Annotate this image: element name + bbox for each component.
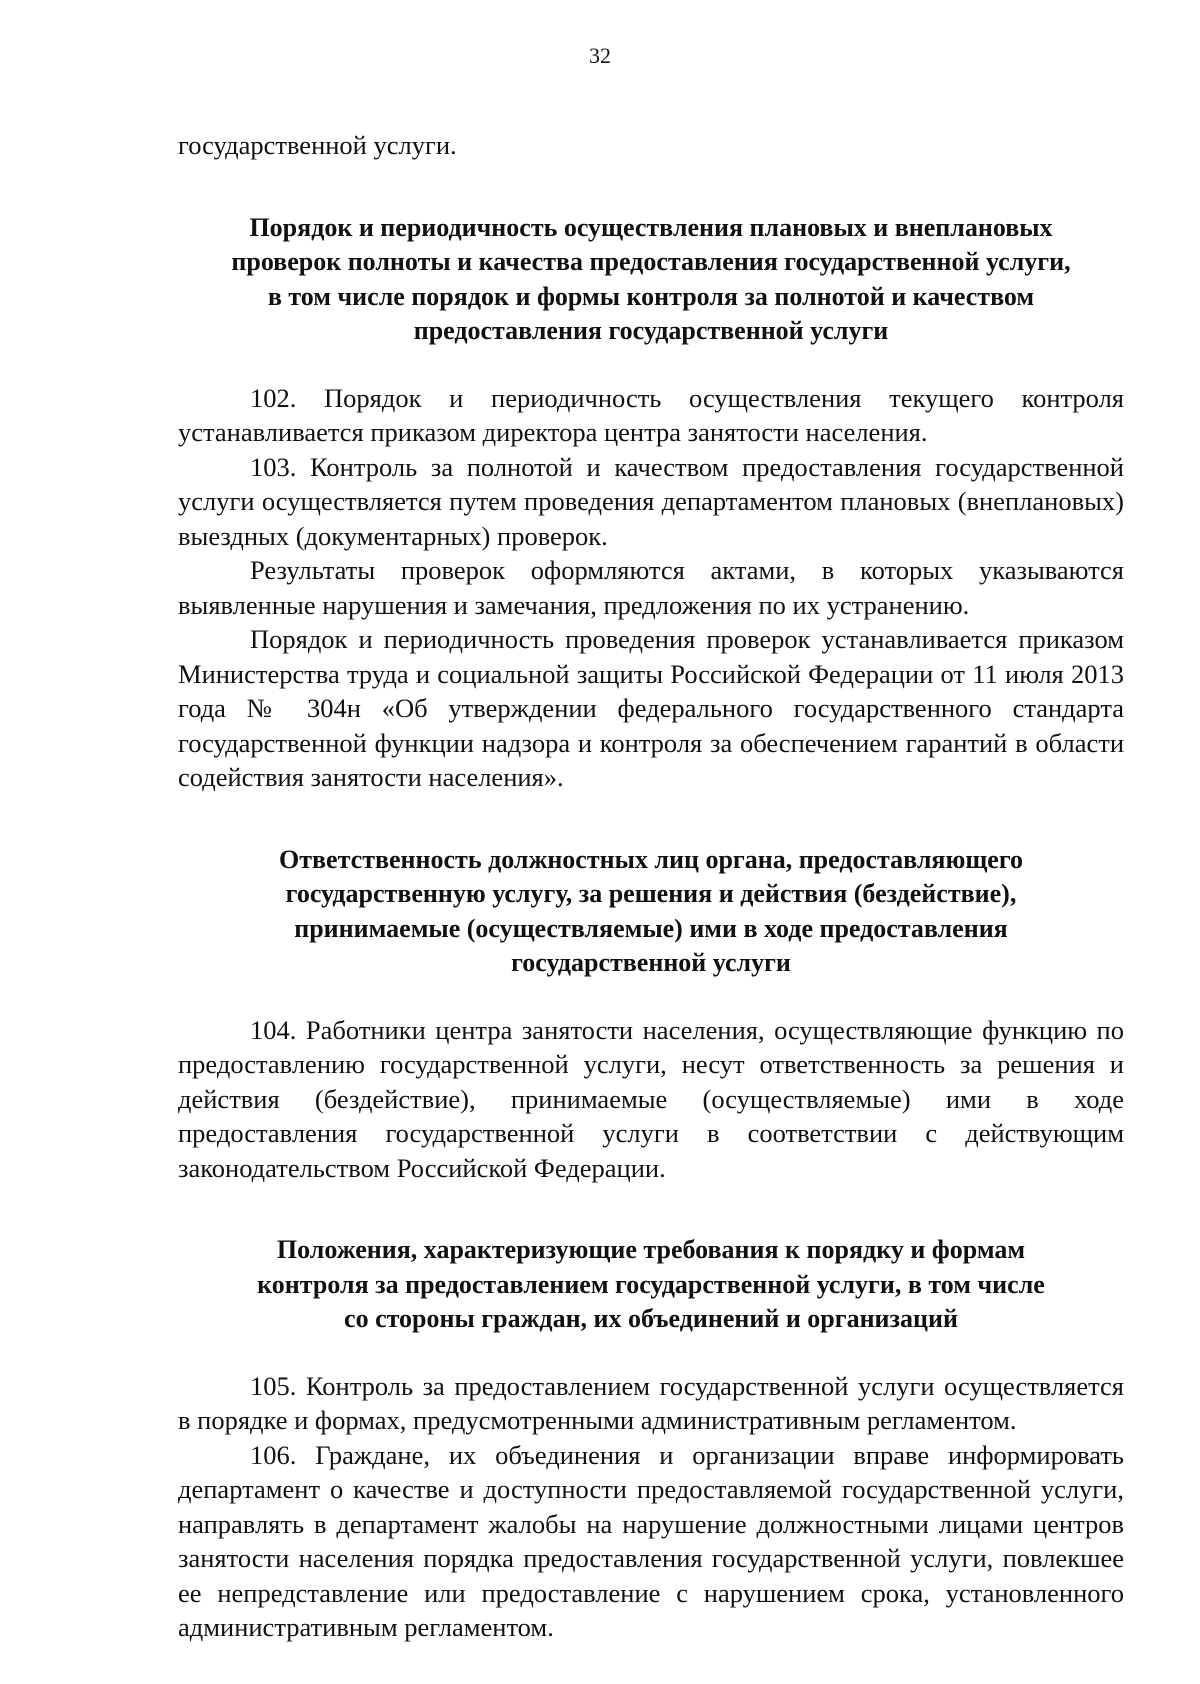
heading-line: в том числе порядок и формы контроля за полнотой и качеством: [267, 281, 1035, 311]
paragraph-106: 106. Граждане, их объединения и организации вправе информировать департамент о качестве и доступности предоставляемой государственной услуги, направлять в департамент жалобы на нарушение должностными лицами центров занятости населения порядка предоставления государственной услуги, повлекшее ее непредставление или предоставление с нарушением срока, установленного административным регламентом.: [178, 1439, 1124, 1642]
paragraph-102: 102. Порядок и периодичность осуществления текущего контроля устанавливается приказом директора центра занятости населения.: [178, 382, 1124, 447]
heading-line: проверок полноты и качества предоставления государственной услуги,: [231, 247, 1071, 276]
paragraph-105: 105. Контроль за предоставлением государственной услуги осуществляется в порядке и формах, предусмотренными административным регламентом.: [178, 1370, 1124, 1435]
document-body: [178, 128, 1124, 1645]
heading-line: предоставления государственной услуги: [413, 316, 889, 345]
section-heading-inspections: [178, 211, 1124, 349]
spacer: [178, 349, 1124, 381]
heading-line: Ответственность должностных лиц органа, предоставляющего: [279, 844, 1023, 874]
heading-line: государственной услуги: [511, 948, 791, 977]
spacer: [178, 1185, 1124, 1233]
paragraph-103-order: Порядок и периодичность проведения проверок устанавливается приказом Министерства труда и социальной защиты Российской Федерации от 11 июля 2013 года № 304н «Об утверждении федерального государственного стандарта государственной функции надзора и контроля за обеспечением гарантий в области содействия занятости населения».: [178, 624, 1124, 792]
heading-line: принимаемые (осуществляемые) ими в ходе предоставления: [294, 913, 1008, 943]
spacer: [178, 1337, 1124, 1369]
spacer: [178, 163, 1124, 211]
spacer: [178, 795, 1124, 843]
heading-line: Положения, характеризующие требования к порядку и формам: [276, 1235, 1026, 1264]
section-heading-control-requirements: [178, 1233, 1124, 1337]
heading-line: государственную услугу, за решения и действия (бездействие),: [285, 879, 1017, 908]
heading-line: Порядок и периодичность осуществления плановых и внеплановых: [249, 212, 1053, 242]
paragraph-103: 103. Контроль за полнотой и качеством предоставления государственной услуги осуществляется путем проведения департаментом плановых (внеплановых) выездных (документарных) проверок.: [178, 451, 1124, 551]
heading-line: контроля за предоставлением государственной услуги, в том числе: [257, 1269, 1045, 1299]
paragraph-104: 104. Работники центра занятости населения, осуществляющие функцию по предоставлению государственной услуги, несут ответственность за решения и действия (бездействие), принимаемые (осуществляемые) ими в ходе предоставления государственной услуги в соответствии с действующим законодательством Российской Федерации.: [178, 1014, 1124, 1183]
paragraph-103-results: Результаты проверок оформляются актами, в которых указываются выявленные нарушения и замечания, предложения по их устранению.: [178, 555, 1124, 620]
heading-line: со стороны граждан, их объединений и организаций: [344, 1304, 958, 1333]
spacer: [178, 981, 1124, 1013]
page-number: 32: [589, 43, 611, 68]
section-heading-responsibility: [178, 843, 1124, 981]
intro-fragment: государственной услуги.: [178, 130, 457, 160]
